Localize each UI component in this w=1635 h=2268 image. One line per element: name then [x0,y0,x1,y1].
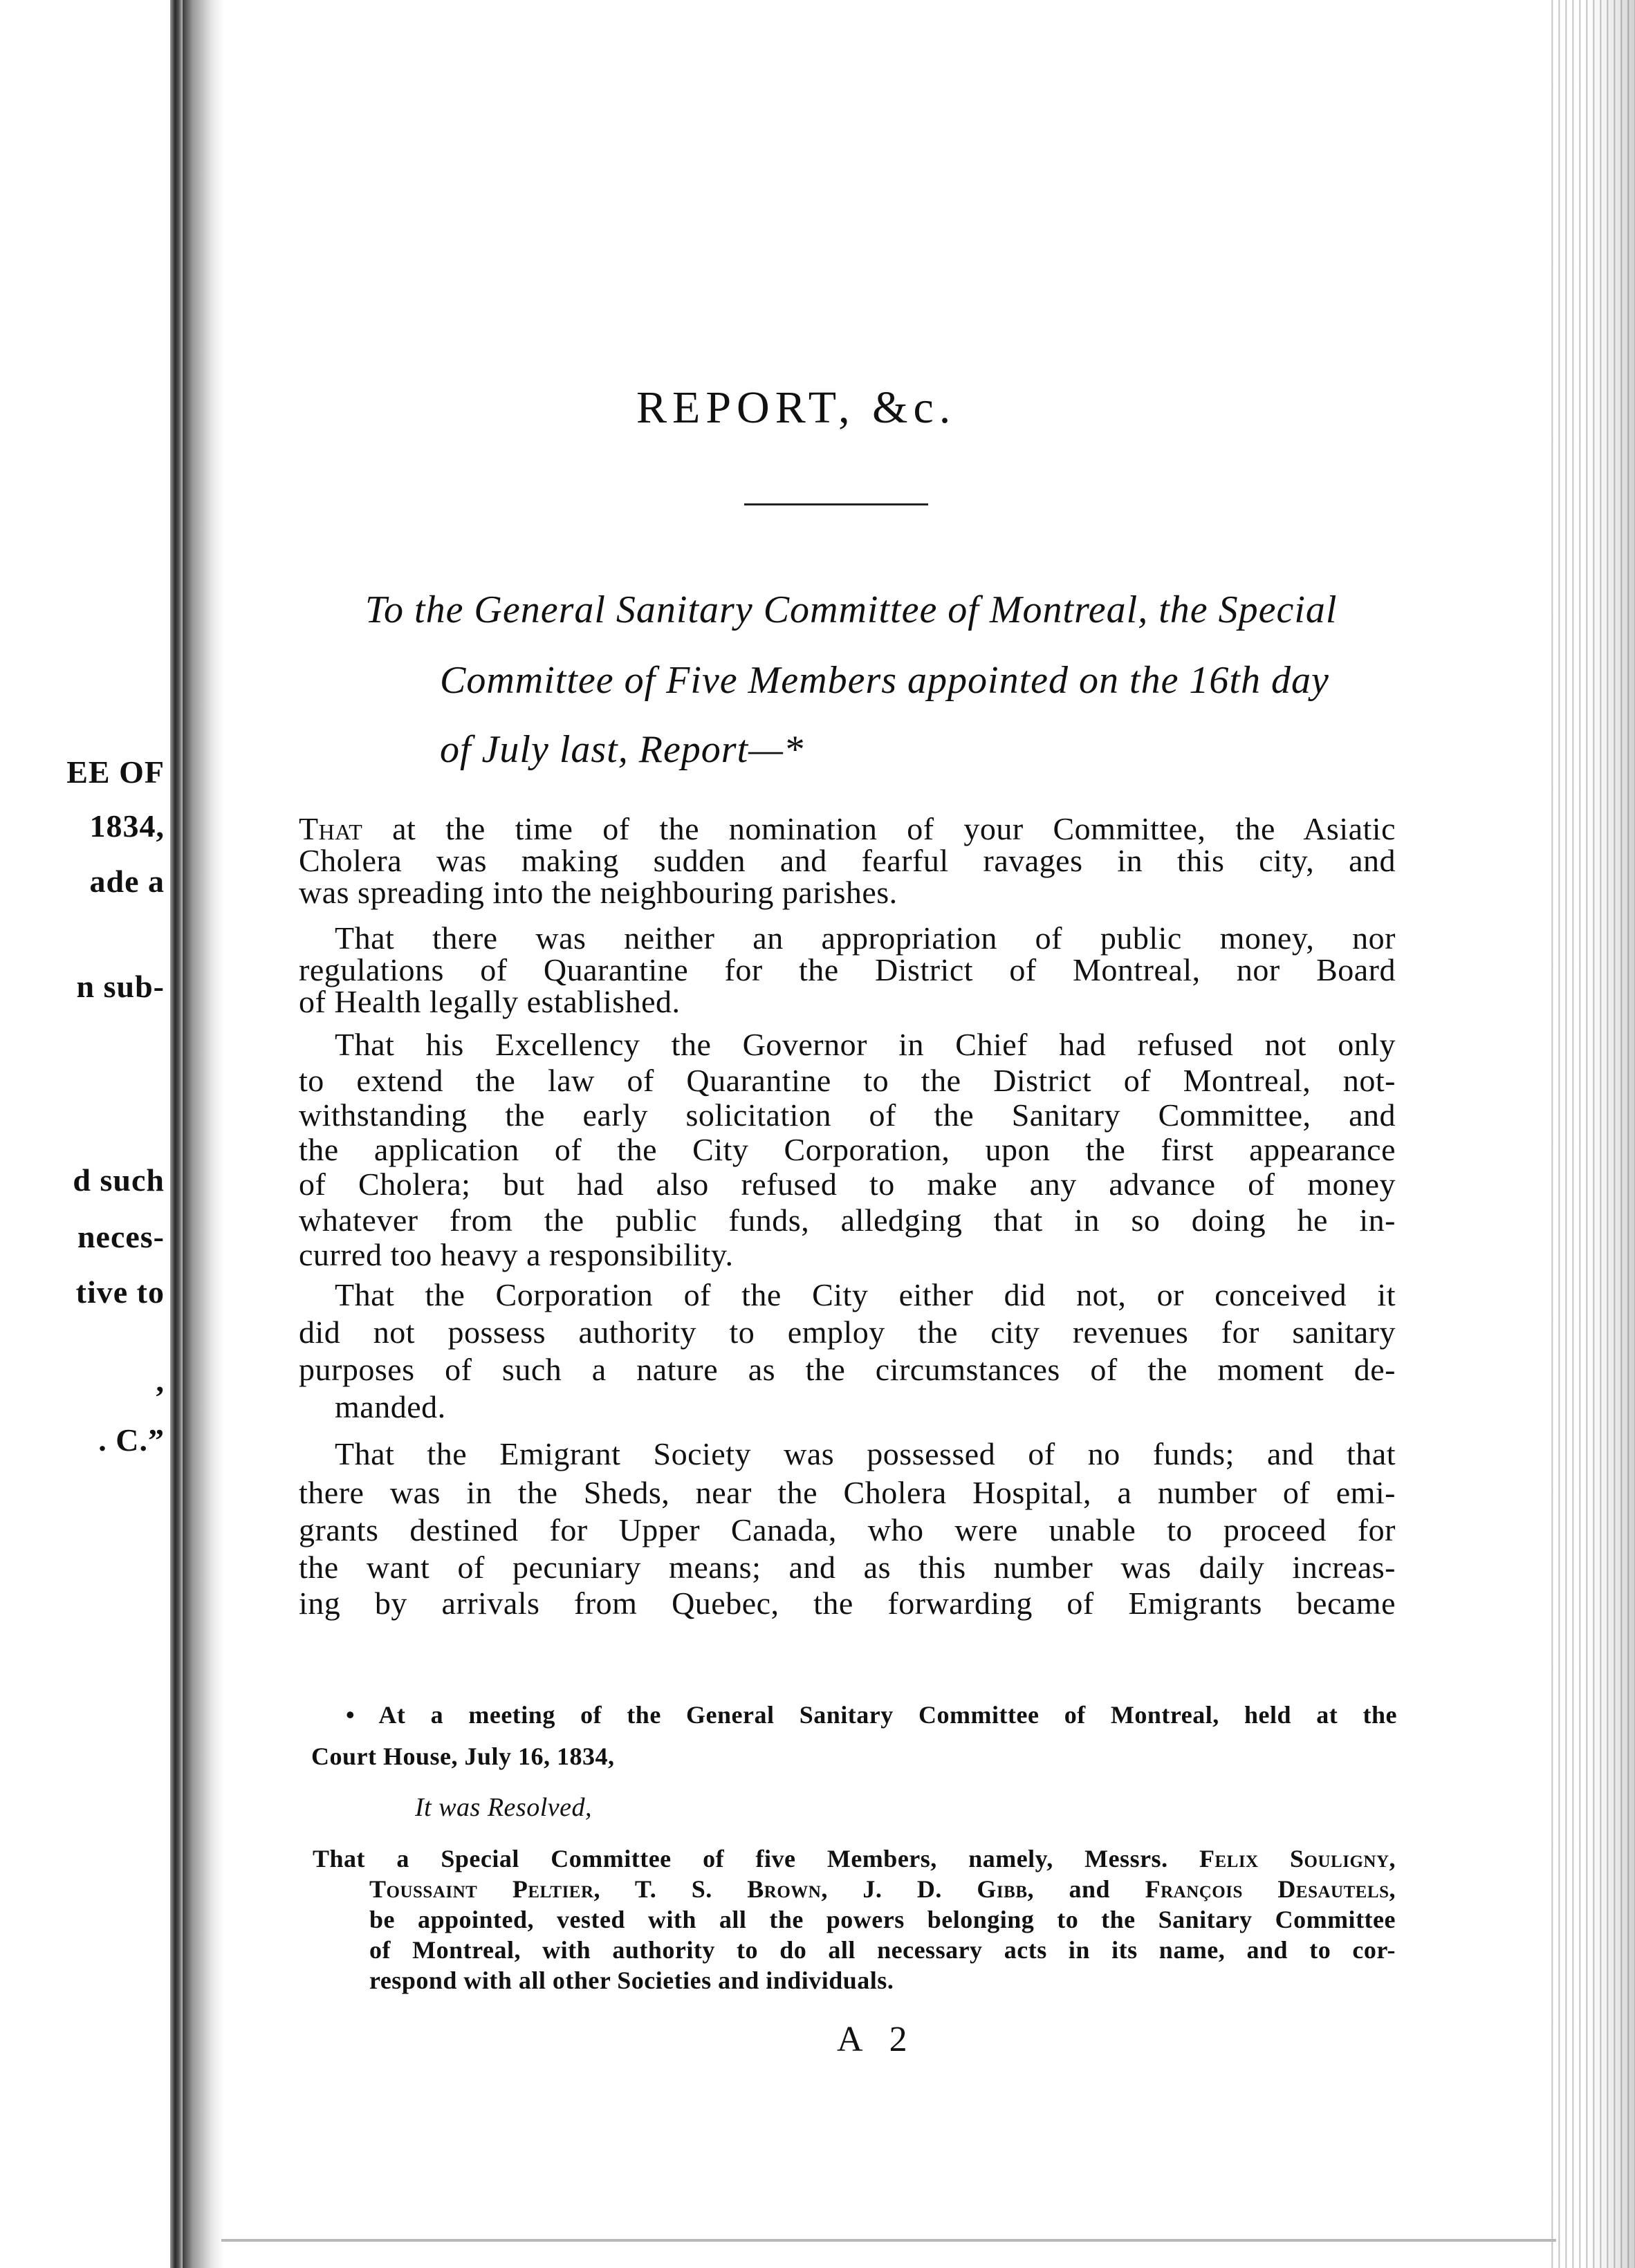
body-line: was spreading into the neighbouring parishes. [299,875,898,910]
footnote-line: respond with all other Societies and individuals. [369,1967,894,1994]
footnote-resolved: It was Resolved, [415,1793,593,1822]
body-line: That at the time of the nomination of your Committee, the Asiatic [299,811,1396,846]
body-line: to extend the law of Quarantine to the District of Montreal, not- [299,1063,1396,1098]
body-line: That there was neither an appropriation of public money, nor [335,920,1396,956]
left-page-line: tive to [75,1274,165,1310]
left-page-line: ade a [89,864,165,899]
address-line: Committee of Five Members appointed on the 16th day [440,659,1329,702]
left-page-line: d such [73,1162,165,1198]
body-line: the want of pecuniary means; and as this number was daily increas- [299,1550,1396,1585]
signature-mark: A 2 [837,2020,917,2059]
body-line: withstanding the early solicitation of the Sanitary Committee, and [299,1097,1396,1133]
left-page-line: neces- [77,1219,165,1254]
left-page-line: . C.” [98,1422,165,1458]
address-line: To the General Sanitary Committee of Montreal, the Special [365,588,1338,631]
body-line: ing by arrivals from Quebec, the forwarding of Emigrants became [299,1586,1396,1621]
body-line: regulations of Quarantine for the District of Montreal, nor Board [299,952,1396,987]
member-name: Felix Souligny, [1199,1845,1396,1872]
left-page-line: EE OF [66,754,165,790]
left-page-line: , [156,1363,165,1398]
body-line: That his Excellency the Governor in Chief had refused not only [335,1027,1396,1062]
footnote-line: That a Special Committee of five Members, namely, Messrs. Felix Souligny, [313,1845,1396,1872]
page-title: REPORT, &c. [636,382,957,433]
footnote-line: be appointed, vested with all the powers belonging to the Sanitary Committee [369,1906,1396,1933]
body-line: whatever from the public funds, alledging that in so doing he in- [299,1202,1396,1238]
address-line: of July last, Report—* [440,728,804,771]
body-line: did not possess authority to employ the city revenues for sanitary [299,1314,1396,1350]
left-page-line: n sub- [76,969,165,1004]
body-line: the application of the City Corporation, upon the first appearance [299,1132,1396,1167]
body-line: manded. [335,1389,446,1424]
member-name: Toussaint Peltier [369,1875,594,1903]
body-line: of Health legally established. [299,984,681,1019]
member-name: François Desautels [1145,1875,1389,1903]
footnote-line: • At a meeting of the General Sanitary Committee of Montreal, held at the [346,1701,1397,1729]
title-divider [744,503,928,505]
body-line: of Cholera; but had also refused to make any advance of money [299,1166,1396,1202]
member-name: Brown [747,1875,822,1903]
footnote-line: of Montreal, with authority to do all necessary acts in its name, and to cor- [369,1936,1396,1964]
body-line: there was in the Sheds, near the Cholera Hospital, a number of emi- [299,1475,1396,1510]
body-line: That the Emigrant Society was possessed of no funds; and that [335,1436,1396,1471]
footnote-line: Court House, July 16, 1834, [311,1742,615,1770]
left-page-line: 1834, [89,808,165,844]
body-line: That the Corporation of the City either did not, or conceived it [335,1277,1396,1312]
body-line: purposes of such a nature as the circumstances of the moment de- [299,1352,1396,1387]
paragraph-lead-word: That [299,811,363,846]
footnote-line: Toussaint Peltier, T. S. Brown, J. D. Gibb, and François Desautels, [369,1875,1396,1903]
body-line: Cholera was making sudden and fearful ravages in this city, and [299,843,1396,878]
member-name: Gibb [977,1875,1028,1903]
body-line: grants destined for Upper Canada, who were unable to proceed for [299,1512,1396,1547]
body-line: curred too heavy a responsibility. [299,1237,734,1272]
